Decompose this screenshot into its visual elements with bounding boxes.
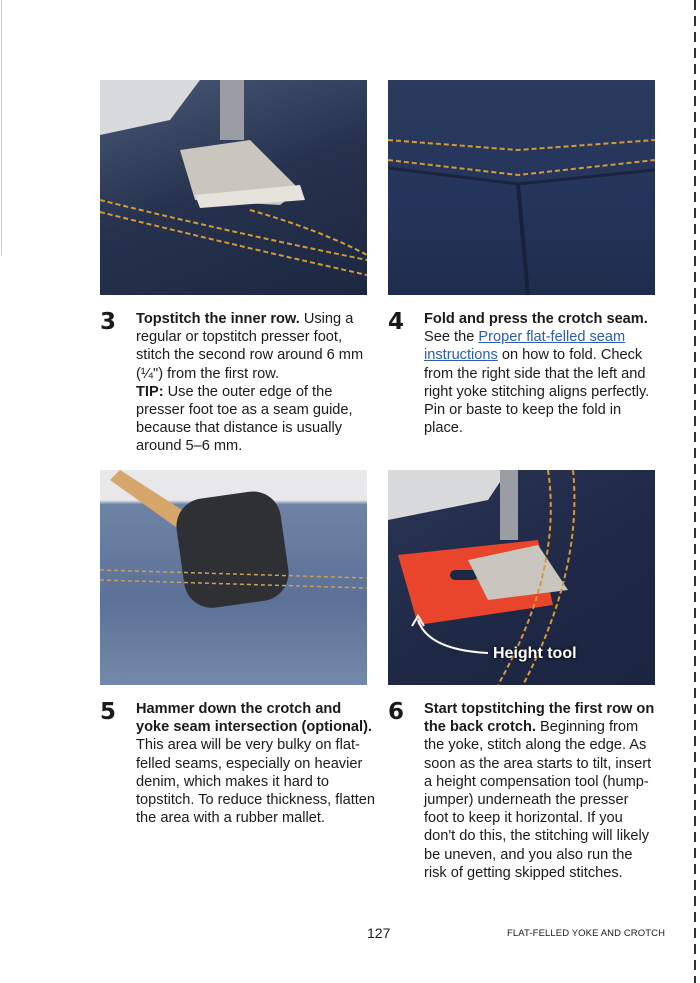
photo-height-tool — [388, 470, 655, 685]
step-6-text — [424, 700, 656, 882]
step-number: 3 — [100, 309, 117, 335]
step-title: Fold and press the crotch seam. — [424, 311, 648, 327]
step-title: Topstitch the inner row. — [136, 311, 300, 327]
step-title: Start topstitching the first row on the back crotch. — [424, 701, 655, 736]
page-cut-line — [694, 0, 696, 983]
mallet-illustration — [100, 470, 367, 685]
denim-seam-illustration — [388, 80, 655, 295]
page-edge-left — [1, 0, 2, 255]
tip-text: Use the outer edge of the presser foot toe as a seam guide, because that distance is usually around 5–6 mm. — [136, 383, 353, 455]
step-body: Using a regular or topstitch presser foot, stitch the second row around 6 mm (¼") from the first row. — [136, 311, 364, 382]
running-footer-title: FLAT-FELLED YOKE AND CROTCH — [507, 928, 666, 939]
step-4-text — [424, 310, 656, 437]
step-number: 6 — [388, 699, 405, 725]
step-5-text — [136, 700, 376, 827]
flat-felled-seam-link[interactable]: Proper flat-felled seam instructions — [424, 329, 626, 364]
photo-crotch-seam-fold — [388, 80, 655, 295]
step-number: 4 — [388, 309, 405, 335]
step-3-text — [136, 310, 376, 456]
photo-label: Height tool — [493, 645, 577, 662]
step-number: 5 — [100, 699, 117, 725]
sewing-machine-illustration — [100, 80, 367, 295]
step-body: This area will be very bulky on flat-felled seams, especially on heavier denim, which makes it hard to topstitch. To reduce thickness, flatten the area with a rubber mallet. — [136, 737, 376, 827]
step-body: on how to fold. Check from the right side that the left and right yoke stitching aligns perfectly. Pin or baste to keep the fold in place. — [424, 347, 650, 437]
photo-topstitch-inner-row — [100, 80, 367, 295]
photo-rubber-mallet — [100, 470, 367, 685]
step-body: Beginning from the yoke, stitch along the edge. As soon as the area starts to tilt, insert a height compensation tool (hump-jumper) underneath the presser foot to keep it horizontal. If you don't do this, the stitching will likely be uneven, and you also run the risk of getting skipped stitches. — [424, 719, 652, 881]
step-body: See the — [424, 329, 479, 346]
page-number: 127 — [367, 925, 391, 941]
tip-label: TIP: — [136, 383, 164, 400]
step-title: Hammer down the crotch and yoke seam intersection (optional). — [136, 701, 372, 736]
